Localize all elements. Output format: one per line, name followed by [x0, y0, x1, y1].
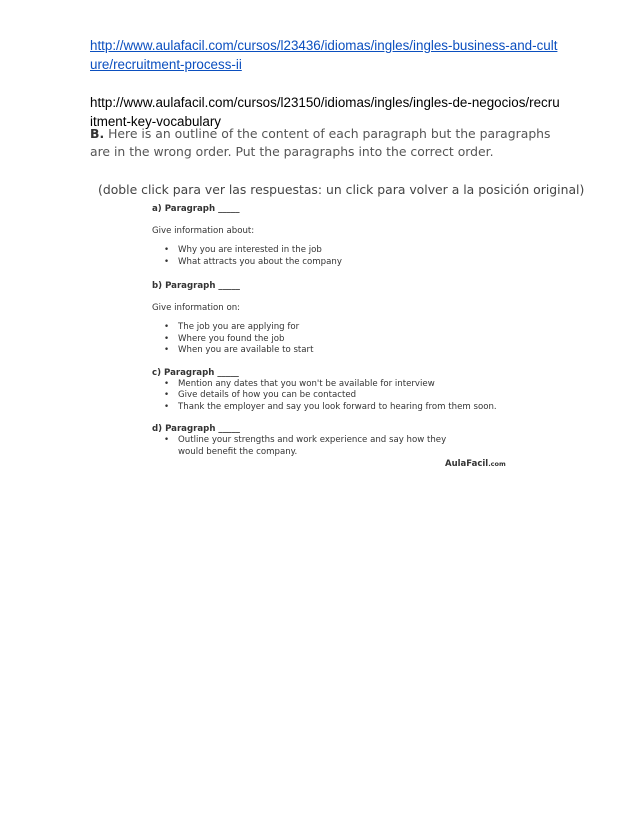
course-link-recruitment-vocabulary: http://www.aulafacil.com/cursos/l23150/idiomas/ingles/ingles-de-negocios/recruitment-key-vocabulary — [90, 95, 560, 129]
paragraph-a-heading: a) Paragraph _____ — [152, 204, 240, 214]
paragraph-c-section — [152, 367, 512, 414]
instruction-body: Here is an outline of the content of each paragraph but the paragraphs are in the wrong order. Put the paragraphs into the correct order. — [90, 126, 551, 159]
paragraph-c-list — [152, 379, 512, 414]
exercise-instructions — [90, 125, 560, 161]
paragraph-a-list — [152, 245, 512, 268]
aulafacil-logo — [445, 459, 506, 469]
bullet-icon: • — [164, 256, 170, 267]
list-item: • Where you found the job — [164, 333, 285, 344]
paragraph-d-section — [152, 423, 512, 458]
instruction-text — [90, 125, 560, 161]
list-item: • Thank the employer and say you look forward to hearing from them soon. — [164, 401, 497, 412]
paragraph-a-subheading: Give information about: — [152, 226, 255, 236]
paragraph-d-list — [152, 435, 464, 458]
worksheet-image[interactable] — [152, 203, 512, 458]
bullet-icon: • — [164, 333, 170, 344]
paragraph-a-section — [152, 203, 512, 268]
paragraph-b-section — [152, 280, 512, 357]
list-item: • Outline your strengths and work experience and say how they would benefit the company. — [164, 435, 447, 457]
brand-suffix: .com — [488, 460, 506, 468]
course-link-recruitment-process[interactable]: http://www.aulafacil.com/cursos/l23436/idiomas/ingles/ingles-business-and-culture/recruitment-process-ii — [90, 38, 558, 72]
list-item: • Why you are interested in the job — [164, 245, 322, 255]
paragraph-b-list — [152, 322, 512, 357]
list-item: • Give details of how you can be contacted — [164, 390, 357, 400]
bullet-icon: • — [164, 390, 170, 400]
bullet-icon: • — [164, 322, 170, 332]
paragraph-d-heading: d) Paragraph _____ — [152, 424, 240, 434]
brand-name: AulaFacil — [445, 459, 489, 469]
paragraph-b-subheading: Give information on: — [152, 303, 241, 313]
hint-text: (doble click para ver las respuestas: un click para volver a la posición original) — [98, 182, 585, 197]
links-block — [90, 36, 560, 131]
list-item: • When you are available to start — [164, 345, 314, 355]
list-item: • What attracts you about the company — [164, 256, 342, 267]
exercise-label: B. — [90, 126, 105, 141]
list-item: • The job you are applying for — [164, 322, 300, 332]
bullet-icon: • — [164, 378, 170, 389]
paragraph-c-heading: c) Paragraph _____ — [152, 367, 239, 378]
list-item: • Mention any dates that you won't be available for interview — [164, 378, 435, 389]
bullet-icon: • — [164, 435, 170, 445]
bullet-icon: • — [164, 345, 170, 355]
paragraph-b-heading: b) Paragraph _____ — [152, 281, 240, 291]
bullet-icon: • — [164, 401, 170, 412]
bullet-icon: • — [164, 245, 170, 255]
